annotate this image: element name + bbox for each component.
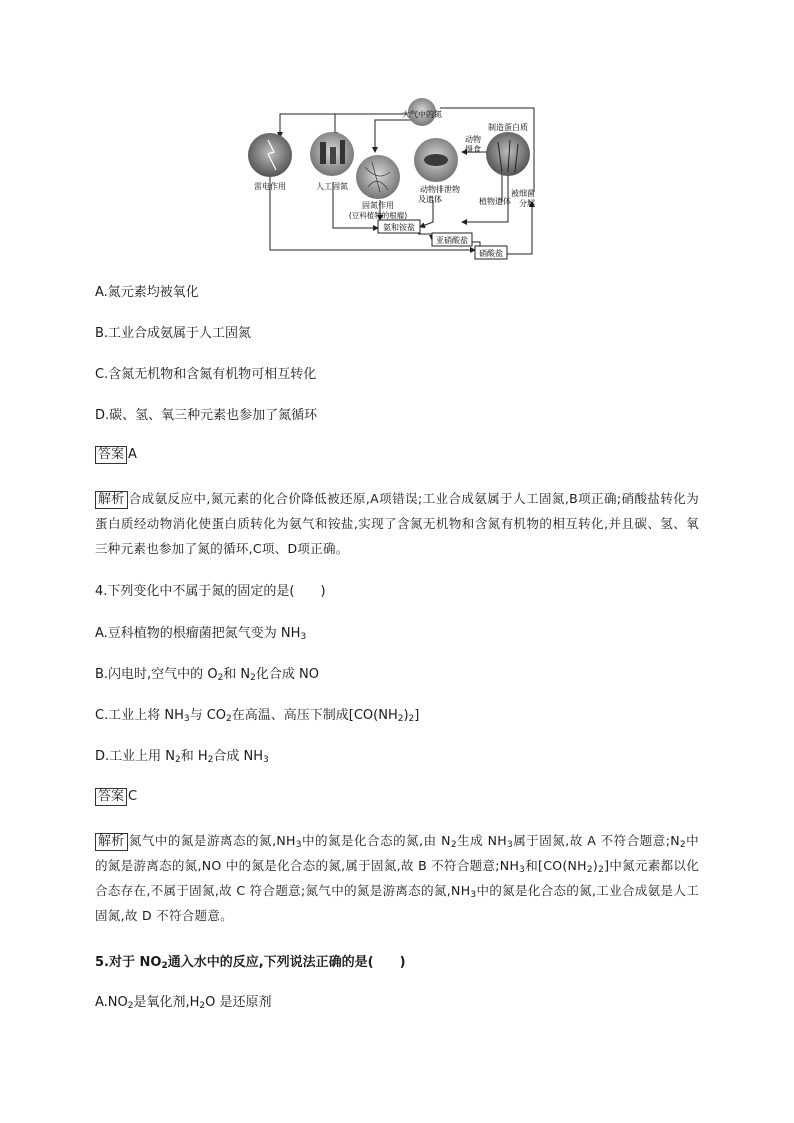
- q4-option-a: A.豆科植物的根瘤菌把氮气变为 $NH_3$: [95, 626, 307, 642]
- q4-option-d: D.工业上用 $N_2$和 $H_2$合成 $NH_3$: [95, 749, 269, 765]
- bacteria-label-2: 分解: [519, 199, 535, 208]
- q5-option-a: $A.NO_2$是氧化剂$,H_2O$ 是还原剂: [95, 995, 272, 1011]
- root-nodule-label: (豆科植物的根瘤): [348, 211, 408, 220]
- q3-option-c: C.含氮无机物和含氮有机物可相互转化: [95, 367, 317, 382]
- q5-stem: 5.对于 $NO_2$通入水中的反应,下列说法正确的是( ): [95, 955, 406, 971]
- answer-tag: 答案: [95, 788, 127, 806]
- animal-eat-label-1: 动物: [465, 135, 481, 144]
- bacteria-label-1: 被细菌: [511, 189, 535, 198]
- animal-remains-label: 及遗体: [418, 195, 442, 204]
- answer-tag: 答案: [95, 446, 127, 464]
- plant-remains-label: 植物遗体: [479, 197, 511, 206]
- q4-stem: 4.下列变化中不属于氮的固定的是( ): [95, 584, 326, 599]
- q3-option-b: B.工业合成氨属于人工固氮: [95, 326, 252, 341]
- q3-option-a: A.氮元素均被氧化: [95, 285, 199, 300]
- q3-analysis-text: 合成氨反应中,氮元素的化合价降低被还原,A项错误;工业合成氨属于人工固氮,B项正确;硝酸盐转化为蛋白质经动物消化使蛋白质转化为氨气和铵盐,实现了含氮无机物和含氮有机物的相互转化,并且碳、氢、氧三种元素也参加了氮的循环,C项、D项正确。: [95, 491, 699, 556]
- artificial-fixation-label: 人工固氮: [316, 182, 348, 191]
- root-nodule-photo: [356, 155, 400, 199]
- nitrite-box: 亚硝酸盐: [436, 236, 468, 245]
- animal-waste-label: 动物排泄物: [420, 185, 460, 194]
- q3-option-d: D.碳、氢、氧三种元素也参加了氮循环: [95, 408, 318, 423]
- q4-answer: [95, 788, 137, 806]
- analysis-tag: 解析: [95, 491, 128, 509]
- nitrate-box: 硝酸盐: [479, 249, 503, 258]
- analysis-tag: 解析: [95, 833, 128, 851]
- ammonium-box: 氨和铵盐: [383, 223, 415, 232]
- lightning-photo: [248, 133, 292, 177]
- q4-answer-value: C: [128, 789, 138, 804]
- atmosphere-label: 大气中的氮: [402, 110, 442, 119]
- q4-option-b: B.闪电时,空气中的 $O_2$和 $N_2$化合成 NO: [95, 667, 319, 683]
- q3-analysis: [95, 486, 699, 561]
- animal-eat-label-2: 摄食: [465, 145, 481, 154]
- bio-fixation-label: 固氮作用: [362, 201, 394, 210]
- q3-answer-value: A: [128, 447, 137, 462]
- q4-analysis: 解析 氮气中的氮是游离态的氮$,NH_3$中的氮是化合态的氮,由 $N_2$生成 $NH_3$属于固氮,故 A 不符合题意$;N_2$中的氮是游离态的氮,NO 中的氮是化合态的氮,属于固氮,故 B 不符合题意$;NH_3$和$[CO(NH_2)_2]$中氮元素都以化合态存在,不属于固氮,故 C 符合题意;氮气中的氮是游离态的氮$,NH_3$中的氮是化合态的氮,工业合成氨是人工固氮,故 D 不符合题意。: [95, 833, 700, 923]
- nitrogen-cycle-diagram: [240, 92, 540, 262]
- lightning-label: 雷电作用: [254, 182, 286, 191]
- q4-option-c: C.工业上将 $NH_3$与 $CO_2$在高温、高压下制成$[CO(NH_2)_2]$: [95, 708, 420, 724]
- protein-label: 制造蛋白质: [488, 123, 528, 132]
- q3-answer: [95, 446, 137, 464]
